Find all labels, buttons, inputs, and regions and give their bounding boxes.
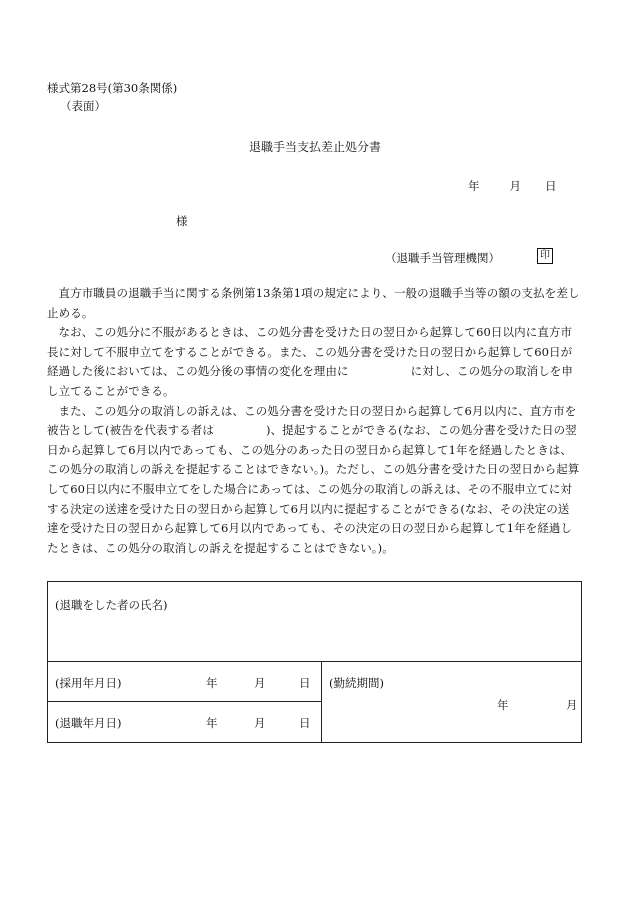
date-day-label: 日 xyxy=(545,179,557,193)
paragraph-lawsuit-text-2: )、提起することができる(なお、この処分書を受けた日の翌日から起算して6月以内であっても、この処分のあった日の翌日から起算して1年を経過したときは、この処分の取消しの訴えを提起することはできない。)。ただし、この処分書を受けた日の翌日から起算して60日以内に不服申立てをした場合にあっては、この処分の取消しの訴えは、その不服申立てに対する決定の送達を受けた日の翌日から起算して6月以内に提起することができる(なお、その決定の送達を受けた日の翌日から起算して6月以内であっても、その決定の日の翌日から起算して1年を経過したときは、この処分の取消しの訴えを提起することはできない。)。 xyxy=(47,423,580,555)
form-number: 様式第28号(第30条関係) xyxy=(47,81,178,95)
seal-mark: 印 xyxy=(537,248,553,264)
name-cell[interactable] xyxy=(48,582,581,662)
hire-date-cell[interactable] xyxy=(48,662,322,702)
document-title: 退職手当支払差止処分書 xyxy=(248,140,381,154)
body-text xyxy=(47,284,580,558)
hire-year-label: 年 xyxy=(206,676,218,690)
recipient-suffix: 様 xyxy=(176,214,188,228)
paragraph-appeal-text-1: なお、この処分に不服があるときは、この処分書を受けた日の翌日から起算して60日以内に直方市長に対して不服申立てをすることができる。また、この処分書を受けた日の翌日から起算して60日が経過した後においては、この処分後の事情の変化を理由に xyxy=(47,325,573,379)
retire-date-cell[interactable] xyxy=(48,702,322,742)
paragraph-lawsuit xyxy=(47,402,580,559)
date-year-label: 年 xyxy=(468,179,480,193)
date-month-label: 月 xyxy=(509,179,521,193)
retire-year-label: 年 xyxy=(206,716,218,730)
service-period-label: (勤続期間) xyxy=(329,676,384,690)
paragraph-appeal-text-2: に対し、この処分の取消しを申し立てることができる。 xyxy=(47,364,574,398)
issuer-label: （退職手当管理機関） xyxy=(385,251,500,265)
issue-date xyxy=(468,178,557,194)
paragraph-appeal xyxy=(47,323,580,401)
hire-day-label: 日 xyxy=(299,676,311,690)
hire-month-label: 月 xyxy=(254,676,266,690)
paragraph-decision xyxy=(47,284,580,323)
retire-month-label: 月 xyxy=(254,716,266,730)
service-period-cell[interactable] xyxy=(322,662,581,742)
paragraph-decision-text: 直方市職員の退職手当に関する条例第13条第1項の規定により、一般の退職手当等の額の支払を差し止める。 xyxy=(47,286,580,320)
service-period-month-label: 月 xyxy=(566,698,578,712)
retire-day-label: 日 xyxy=(299,716,311,730)
paragraph-lawsuit-text-1: また、この処分の取消しの訴えは、この処分書を受けた日の翌日から起算して6月以内に、直方市を被告として(被告を代表する者は xyxy=(47,403,577,438)
retire-date-label: (退職年月日) xyxy=(55,716,122,730)
employee-info-table xyxy=(47,581,582,743)
side-label: （表面） xyxy=(60,99,106,113)
service-period-year-label: 年 xyxy=(497,698,509,712)
name-label: (退職をした者の氏名) xyxy=(55,598,168,612)
hire-date-label: (採用年月日) xyxy=(55,676,122,690)
